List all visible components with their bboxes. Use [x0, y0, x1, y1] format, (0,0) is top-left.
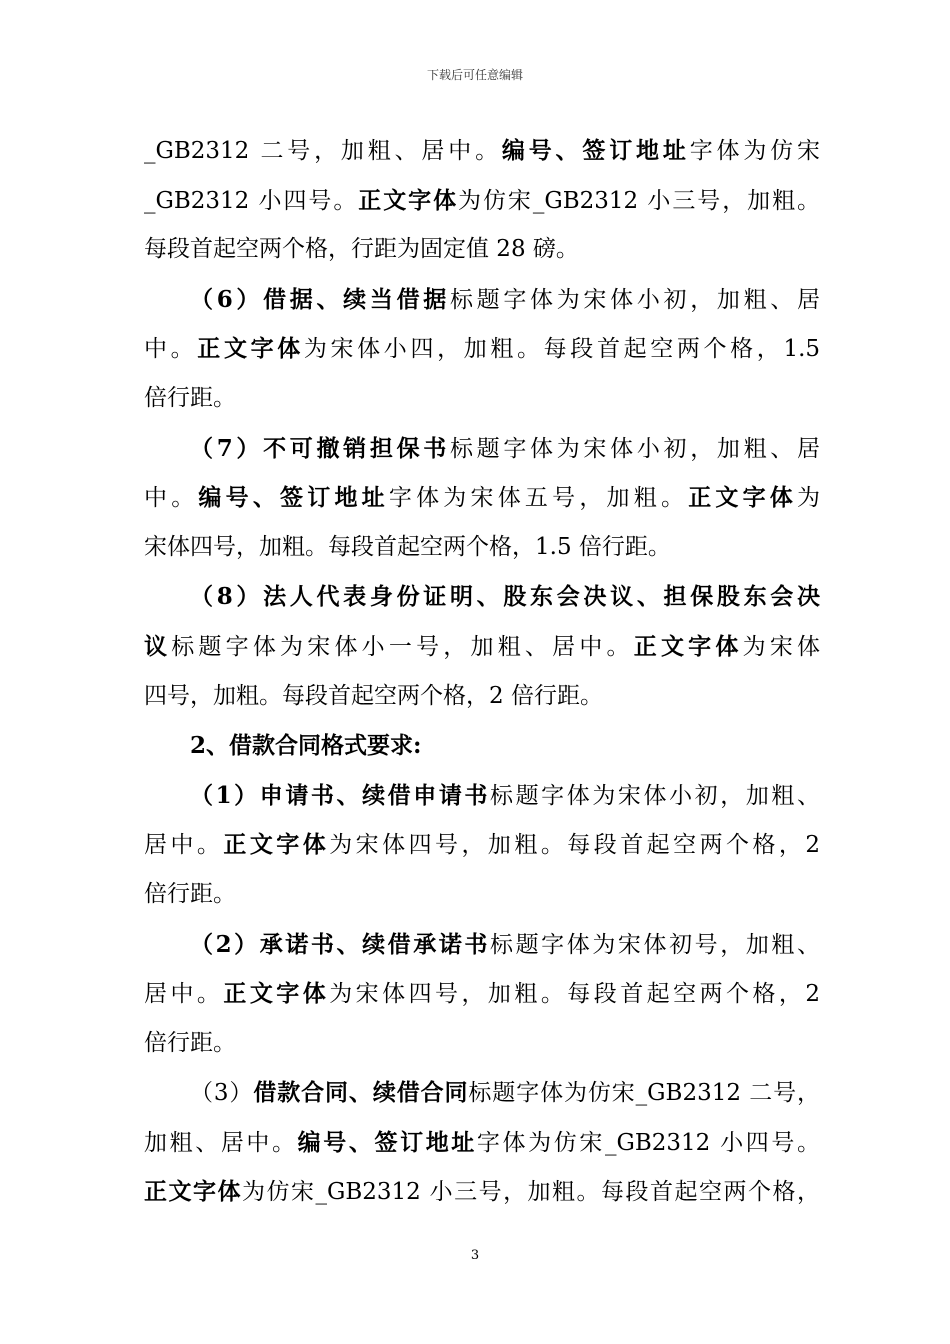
text-segment: 为宋体四号，加粗。每段首起空两个格，2 [329, 832, 821, 859]
text-segment: 为宋体小四，加粗。每段首起空两个格，1.5 [303, 336, 821, 363]
text-line [144, 771, 820, 821]
bold-text-segment: 借款合同、续借合同 [253, 1079, 469, 1107]
text-line [144, 176, 820, 226]
text-segment: 字体为仿宋_GB2312 小四号。 [476, 1129, 821, 1156]
text-line [144, 820, 820, 870]
text-segment: 标题字体为宋体初号，加粗、 [490, 931, 820, 958]
text-line [144, 523, 820, 573]
text-segment: 为仿宋_GB2312 小三号，加粗。每段首起空两个格， [241, 1179, 821, 1206]
text-segment: 加粗、居中。 [144, 1129, 298, 1156]
text-segment: 标题字体为仿宋_GB2312 二号， [468, 1080, 820, 1107]
bold-text-segment: （1）申请书、续借申请书 [190, 781, 490, 809]
text-line [144, 1068, 820, 1118]
page-number: 3 [470, 1248, 480, 1263]
document-body [144, 126, 820, 1217]
text-segment: 标题字体为宋体小初，加粗、 [490, 782, 820, 809]
text-line [144, 870, 820, 920]
text-line [144, 1167, 820, 1217]
text-segment: 标题字体为宋体小初，加粗、居 [449, 286, 820, 313]
text-line [144, 473, 820, 523]
bold-text-segment: 编号、签订地址 [501, 137, 690, 164]
text-segment: 为宋体四号，加粗。每段首起空两个格，2 [329, 981, 821, 1008]
text-segment: 字体为宋体五号，加粗。 [388, 485, 689, 512]
text-line [144, 374, 820, 424]
bold-text-segment: 正文字体 [197, 335, 304, 363]
bold-text-segment: 正文字体 [223, 831, 330, 859]
text-segment: 为仿宋_GB2312 小三号，加粗。 [458, 187, 821, 214]
text-line [144, 424, 820, 474]
text-segment: 居中。 [144, 832, 224, 859]
text-segment: 宋体四号，加粗。每段首起空两个格，1.5 倍行距。 [144, 533, 671, 560]
text-segment: _GB2312 小四号。 [144, 187, 359, 214]
text-line [144, 672, 820, 722]
text-segment: 标题字体为宋体小初，加粗、居 [449, 435, 820, 462]
text-segment: 为宋体 [742, 633, 821, 660]
bold-text-segment: （2）承诺书、续借承诺书 [190, 930, 490, 958]
bold-text-segment: （8）法人代表身份证明、股东会决议、担保股东会决 [190, 583, 820, 611]
bold-text-segment: 正文字体 [223, 980, 330, 1008]
text-line [144, 1019, 820, 1069]
bold-text-segment: 议 [144, 632, 172, 660]
text-line [144, 1118, 820, 1168]
text-segment: 中。 [144, 485, 199, 512]
text-line [144, 721, 820, 771]
text-segment: 为 [797, 485, 821, 512]
text-segment: 居中。 [144, 981, 224, 1008]
bold-text-segment: （7）不可撤销担保书 [190, 434, 450, 462]
text-segment: 标题字体为宋体小一号，加粗、居中。 [171, 633, 634, 660]
bold-text-segment: （6）借据、续当借据 [190, 285, 450, 313]
text-line [144, 126, 820, 176]
text-segment: 倍行距。 [144, 1029, 236, 1056]
bold-text-segment: 2、借款合同格式要求: [190, 732, 422, 760]
page-header: 下载后可任意编辑 [426, 68, 523, 82]
text-segment: 字体为仿宋 [689, 138, 821, 164]
bold-text-segment: 正文字体 [688, 484, 798, 512]
text-segment: 中。 [144, 336, 198, 363]
text-segment: （3） [190, 1080, 254, 1107]
text-segment: _GB2312 二号，加粗、居中。 [144, 138, 502, 164]
text-segment: 每段首起空两个格，行距为固定值 28 磅。 [144, 236, 579, 263]
text-segment: 倍行距。 [144, 880, 236, 907]
bold-text-segment: 编号、签订地址 [198, 484, 389, 512]
bold-text-segment: 正文字体 [358, 186, 459, 214]
text-segment: 四号，加粗。每段首起空两个格，2 倍行距。 [144, 682, 603, 709]
text-line [144, 275, 820, 325]
text-line [144, 969, 820, 1019]
text-line [144, 572, 820, 622]
text-line [144, 622, 820, 672]
bold-text-segment: 正文字体 [144, 1178, 242, 1206]
text-segment: 倍行距。 [144, 384, 236, 411]
text-line [144, 225, 820, 275]
bold-text-segment: 编号、签订地址 [297, 1128, 477, 1156]
text-line [144, 920, 820, 970]
bold-text-segment: 正文字体 [633, 632, 743, 660]
text-line [144, 324, 820, 374]
